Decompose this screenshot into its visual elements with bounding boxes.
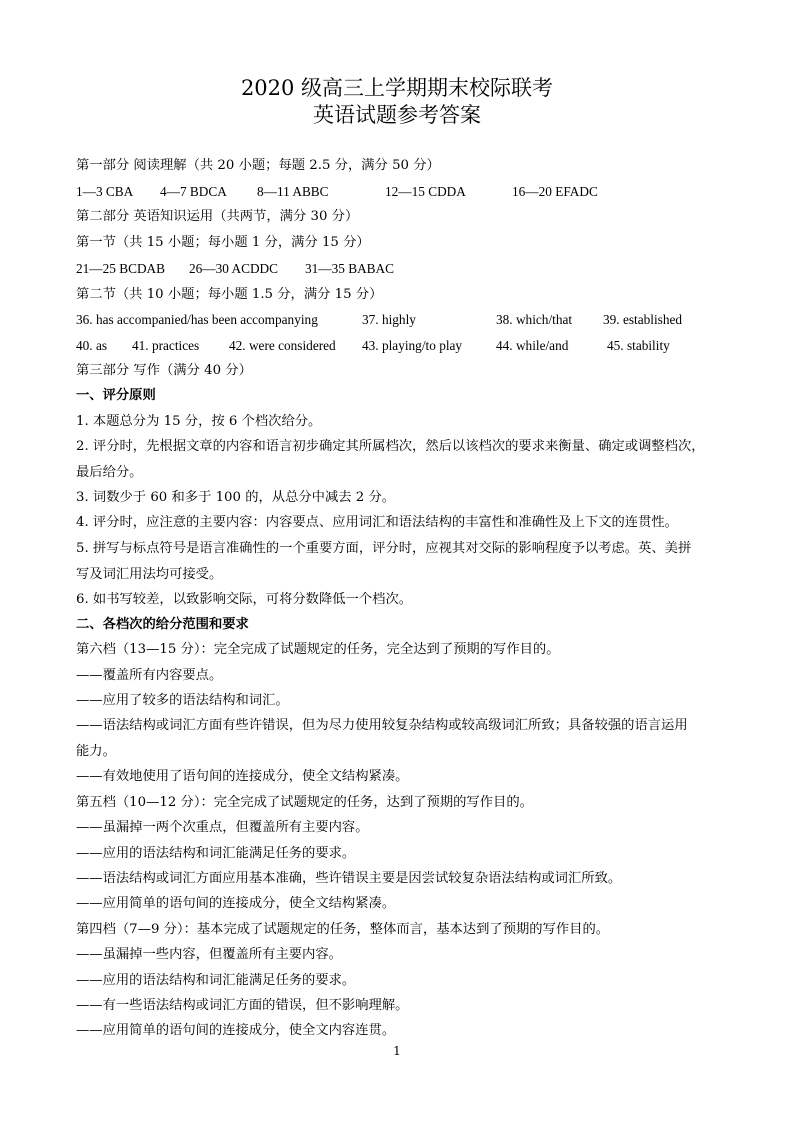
answer-group: 26—30 ACDDC [189, 261, 279, 276]
answer-group: 4—7 BDCA [160, 184, 227, 199]
level-line: 第四档（7—9 分）：基本完成了试题规定的任务，整体而言，基本达到了预期的写作目的。 [76, 922, 610, 937]
principle-line: 2. 评分时，先根据文章的内容和语言初步确定其所属档次，然后以该档次的要求来衡量、确定或调整档次， [76, 439, 705, 454]
part2-section2-heading: 第二节（共 10 小题；每小题 1.5 分，满分 15 分） [76, 287, 383, 302]
levels-heading: 二、各档次的给分范围和要求 [76, 617, 249, 632]
level-line: ——有一些语法结构或词汇方面的错误，但不影响理解。 [76, 998, 409, 1013]
answer-group: 12—15 CDDA [385, 184, 466, 199]
answer-item: 40. as [76, 338, 108, 353]
answer-item: 39. established [603, 312, 683, 327]
part1-heading: 第一部分 阅读理解（共 20 小题；每题 2.5 分，满分 50 分） [76, 158, 440, 173]
principles-heading: 一、评分原则 [76, 388, 156, 403]
level-line: ——语法结构或词汇方面有些许错误，但为尽力使用较复杂结构或较高级词汇所致；具备较强的语言运用 [76, 718, 688, 733]
principle-line: 1. 本题总分为 15 分，按 6 个档次给分。 [76, 414, 322, 429]
answer-item: 43. playing/to play [362, 338, 463, 353]
principle-line: 写及词汇用法均可接受。 [76, 567, 223, 582]
level-line: ——应用的语法结构和词汇能满足任务的要求。 [76, 973, 356, 988]
principle-line: 4. 评分时，应注意的主要内容：内容要点、应用词汇和语法结构的丰富性和准确性及上下文的连贯性。 [76, 515, 678, 530]
principle-line: 最后给分。 [76, 465, 143, 480]
level-line: ——应用了较多的语法结构和词汇。 [76, 693, 289, 708]
answer-group: 31—35 BABAC [305, 261, 395, 276]
answer-group: 8—11 ABBC [257, 184, 329, 199]
answer-item: 42. were considered [229, 338, 336, 353]
answer-item: 45. stability [607, 338, 670, 353]
principle-line: 5. 拼写与标点符号是语言准确性的一个重要方面，评分时，应视其对交际的影响程度予以考虑。英、美拼 [76, 541, 692, 556]
part3-heading: 第三部分 写作（满分 40 分） [76, 363, 252, 378]
level-line: 第五档（10—12 分）：完全完成了试题规定的任务，达到了预期的写作目的。 [76, 795, 533, 810]
answer-item: 38. which/that [496, 312, 573, 327]
level-line: ——有效地使用了语句间的连接成分，使全文结构紧凑。 [76, 769, 409, 784]
level-line: ——虽漏掉一些内容，但覆盖所有主要内容。 [76, 947, 342, 962]
level-line: 能力。 [76, 744, 116, 759]
level-line: ——虽漏掉一两个次重点，但覆盖所有主要内容。 [76, 820, 369, 835]
answer-item: 44. while/and [496, 338, 569, 353]
level-line: ——语法结构或词汇方面应用基本准确，些许错误主要是因尝试较复杂语法结构或词汇所致。 [76, 871, 622, 886]
level-line: ——应用简单的语句间的连接成分，使全文结构紧凑。 [76, 896, 396, 911]
answer-item: 41. practices [132, 338, 200, 353]
level-line: 第六档（13—15 分）：完全完成了试题规定的任务，完全达到了预期的写作目的。 [76, 642, 560, 657]
level-line: ——应用简单的语句间的连接成分，使全文内容连贯。 [76, 1023, 396, 1038]
level-line: ——覆盖所有内容要点。 [76, 668, 223, 683]
document-title-line2: 英语试题参考答案 [313, 103, 481, 127]
page-number: 1 [393, 1044, 401, 1058]
level-line: ——应用的语法结构和词汇能满足任务的要求。 [76, 846, 356, 861]
part2-section1-heading: 第一节（共 15 小题；每小题 1 分，满分 15 分） [76, 235, 370, 250]
answer-item: 37. highly [362, 312, 416, 327]
part2-heading: 第二部分 英语知识运用（共两节，满分 30 分） [76, 209, 359, 224]
principle-line: 3. 词数少于 60 和多于 100 的，从总分中减去 2 分。 [76, 490, 396, 505]
answer-item: 36. has accompanied/has been accompanying [76, 312, 318, 327]
principle-line: 6. 如书写较差，以致影响交际，可将分数降低一个档次。 [76, 592, 413, 607]
answer-group: 1—3 CBA [76, 184, 134, 199]
document-title-line1: 2020 级高三上学期期末校际联考 [240, 76, 554, 100]
answer-group: 21—25 BCDAB [76, 261, 166, 276]
answer-group: 16—20 EFADC [512, 184, 598, 199]
